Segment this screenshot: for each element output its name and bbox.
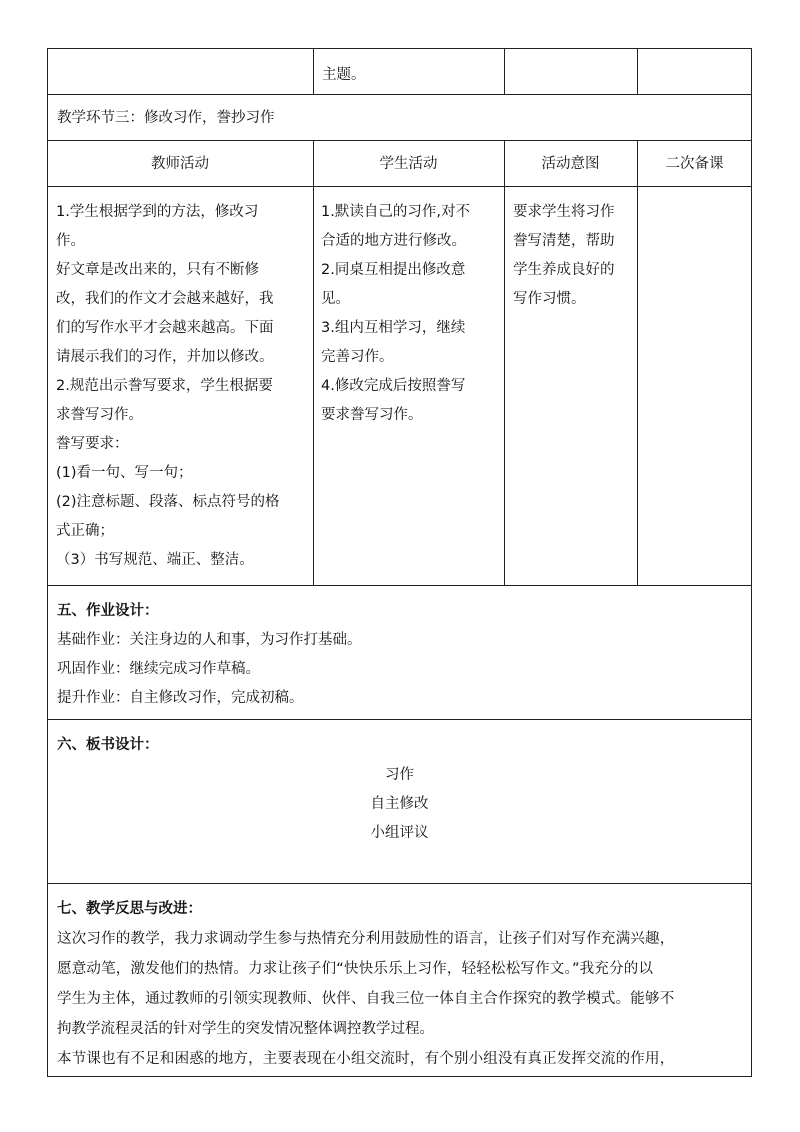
reflection-line: 拘教学流程灵活的针对学生的突发情况整体调控教学过程。 xyxy=(57,1021,434,1037)
col-divider xyxy=(504,48,505,94)
board-line: 小组评议 xyxy=(370,825,429,841)
col-divider xyxy=(313,140,314,585)
teacher-line: 1.学生根据学到的方法，修改习 xyxy=(56,204,259,220)
teacher-line: （3）书写规范、端正、整洁。 xyxy=(56,552,254,568)
teacher-line: 们的写作水平才会越来越高。下面 xyxy=(56,320,274,336)
intent-line: 誊写清楚，帮助 xyxy=(513,233,615,249)
homework-line: 提升作业：自主修改习作，完成初稿。 xyxy=(57,690,304,706)
teacher-line: 求誊写习作。 xyxy=(56,407,143,423)
col-divider xyxy=(637,48,638,94)
student-line: 3.组内互相学习，继续 xyxy=(321,320,466,336)
col-divider xyxy=(504,140,505,585)
board-line: 习作 xyxy=(385,767,414,783)
header-teacher-activity: 教师活动 xyxy=(151,156,209,172)
col-divider xyxy=(637,140,638,585)
section3-title: 教学环节三：修改习作，誊抄习作 xyxy=(57,110,275,126)
reflection-line: 学生为主体，通过教师的引领实现教师、伙伴、自我三位一体自主合作探究的教学模式。能够不 xyxy=(57,991,675,1007)
teacher-line: 式正确； xyxy=(56,523,114,539)
board-title: 六、板书设计： xyxy=(57,737,159,753)
header-activity-intent: 活动意图 xyxy=(541,156,600,172)
board-line: 自主修改 xyxy=(370,796,429,812)
header-student-activity: 学生活动 xyxy=(379,156,438,172)
reflection-title: 七、教学反思与改进： xyxy=(57,901,202,917)
row-divider xyxy=(47,94,752,95)
student-line: 见。 xyxy=(321,291,350,307)
reflection-line: 本节课也有不足和困惑的地方，主要表现在小组交流时，有个别小组没有真正发挥交流的作用， xyxy=(57,1051,675,1067)
homework-line: 巩固作业：继续完成习作草稿。 xyxy=(57,661,260,677)
student-line: 2.同桌互相提出修改意 xyxy=(321,262,466,278)
row-divider xyxy=(47,186,752,187)
student-line: 完善习作。 xyxy=(321,349,394,365)
col-divider xyxy=(313,48,314,94)
reflection-line: 愿意动笔，激发他们的热情。力求让孩子们“快快乐乐上习作，轻轻松松写作文。”我充分的以 xyxy=(57,961,654,977)
teacher-line: (1)看一句、写一句； xyxy=(56,465,193,481)
student-line: 要求誊写习作。 xyxy=(321,407,423,423)
header-second-prep: 二次备课 xyxy=(665,156,724,172)
intent-line: 写作习惯。 xyxy=(513,291,586,307)
teacher-line: 改，我们的作文才会越来越好，我 xyxy=(56,291,274,307)
intent-line: 要求学生将习作 xyxy=(513,204,615,220)
teacher-line: 2.规范出示誊写要求，学生根据要 xyxy=(56,378,273,394)
student-line: 4.修改完成后按照誊写 xyxy=(321,378,466,394)
row-divider xyxy=(47,719,752,720)
homework-title: 五、作业设计： xyxy=(57,603,159,619)
student-line: 合适的地方进行修改。 xyxy=(321,233,466,249)
teacher-line: (2)注意标题、段落、标点符号的格 xyxy=(56,494,280,510)
homework-line: 基础作业：关注身边的人和事，为习作打基础。 xyxy=(57,632,362,648)
row-divider xyxy=(47,140,752,141)
teacher-line: 好文章是改出来的，只有不断修 xyxy=(56,262,259,278)
row-divider xyxy=(47,883,752,884)
student-line: 1.默读自己的习作,对不 xyxy=(321,204,470,220)
reflection-line: 这次习作的教学，我力求调动学生参与热情充分利用鼓励性的语言，让孩子们对写作充满兴趣， xyxy=(57,931,675,947)
teacher-line: 请展示我们的习作，并加以修改。 xyxy=(56,349,274,365)
top-row-cell-text: 主题。 xyxy=(322,67,366,83)
teacher-line: 作。 xyxy=(56,233,85,249)
intent-line: 学生养成良好的 xyxy=(513,262,615,278)
row-divider xyxy=(47,585,752,586)
teacher-line: 誊写要求： xyxy=(56,436,129,452)
